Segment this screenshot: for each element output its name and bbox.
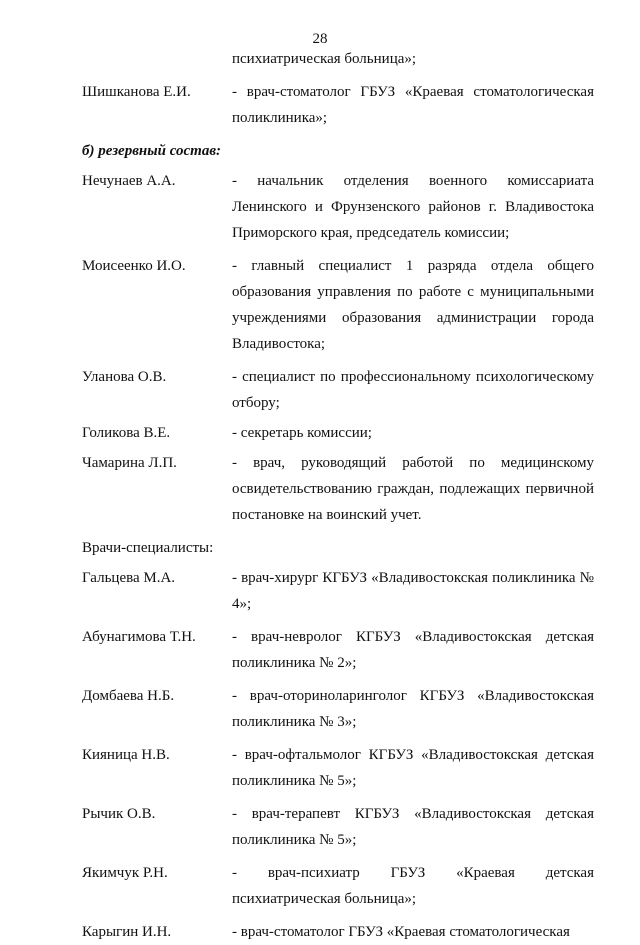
- member-name: Кияница Н.В.: [82, 747, 170, 763]
- member-role: - врач, руководящий работой по медицинскому освидетельствованию граждан, подлежащих первичной постановке на воинский учет.: [232, 455, 594, 523]
- member-name: Уланова О.В.: [82, 369, 167, 385]
- member-name: Якимчук Р.Н.: [82, 865, 168, 881]
- member-role: - врач-терапевт КГБУЗ «Владивостокская детская поликлиника № 5»;: [232, 806, 594, 848]
- continuation-line: психиатрическая больница»;: [232, 51, 417, 67]
- member-name: Карыгин И.Н.: [82, 924, 172, 940]
- member-role: - главный специалист 1 разряда отдела общего образования управления по работе с муниципальными учреждениями образования администрации города Владивостока;: [232, 258, 594, 352]
- member-entry: [82, 683, 594, 735]
- section-title-reserve: б) резервный состав:: [82, 143, 222, 159]
- member-entry: [82, 919, 594, 945]
- member-name: Шишканова Е.И.: [82, 84, 191, 100]
- member-name: Гальцева М.А.: [82, 570, 176, 586]
- member-entry: [82, 168, 594, 246]
- member-name: Домбаева Н.Б.: [82, 688, 175, 704]
- member-entry: [82, 860, 594, 912]
- member-role: - врач-стоматолог ГБУЗ «Краевая стоматологическая поликлиника»;: [232, 84, 594, 126]
- member-name: Чамарина Л.П.: [82, 455, 177, 471]
- member-role: - специалист по профессиональному психологическому отбору;: [232, 369, 594, 411]
- specialists-label: Врачи-специалисты:: [82, 540, 214, 556]
- member-role: - врач-психиатр ГБУЗ «Краевая детская психиатрическая больница»;: [232, 865, 594, 907]
- member-entry: [82, 364, 594, 416]
- member-name: Голикова В.Е.: [82, 425, 171, 441]
- member-name: Абунагимова Т.Н.: [82, 629, 196, 645]
- member-entry: [82, 624, 594, 676]
- member-entry: [82, 79, 594, 131]
- member-role: - начальник отделения военного комиссариата Ленинского и Фрунзенского районов г. Владивостока Приморского края, председатель комиссии;: [232, 173, 594, 241]
- member-entry: [82, 253, 594, 357]
- page-number: 28: [312, 31, 328, 47]
- member-entry: [82, 450, 594, 528]
- member-role: - врач-невролог КГБУЗ «Владивостокская детская поликлиника № 2»;: [232, 629, 594, 671]
- member-name: Рычик О.В.: [82, 806, 156, 822]
- member-entry: [82, 420, 594, 446]
- member-role: - врач-стоматолог ГБУЗ «Краевая стоматологическая: [232, 924, 570, 940]
- member-role: - секретарь комиссии;: [232, 425, 372, 441]
- member-role: - врач-офтальмолог КГБУЗ «Владивостокская детская поликлиника № 5»;: [232, 747, 594, 789]
- member-role: - врач-оториноларинголог КГБУЗ «Владивостокская поликлиника № 3»;: [232, 688, 594, 730]
- member-name: Нечунаев А.А.: [82, 173, 176, 189]
- document-body: [82, 46, 594, 945]
- member-role: - врач-хирург КГБУЗ «Владивостокская поликлиника № 4»;: [232, 570, 594, 612]
- member-entry: [82, 565, 594, 617]
- member-name: Моисеенко И.О.: [82, 258, 186, 274]
- member-entry: [82, 742, 594, 794]
- member-entry: [82, 801, 594, 853]
